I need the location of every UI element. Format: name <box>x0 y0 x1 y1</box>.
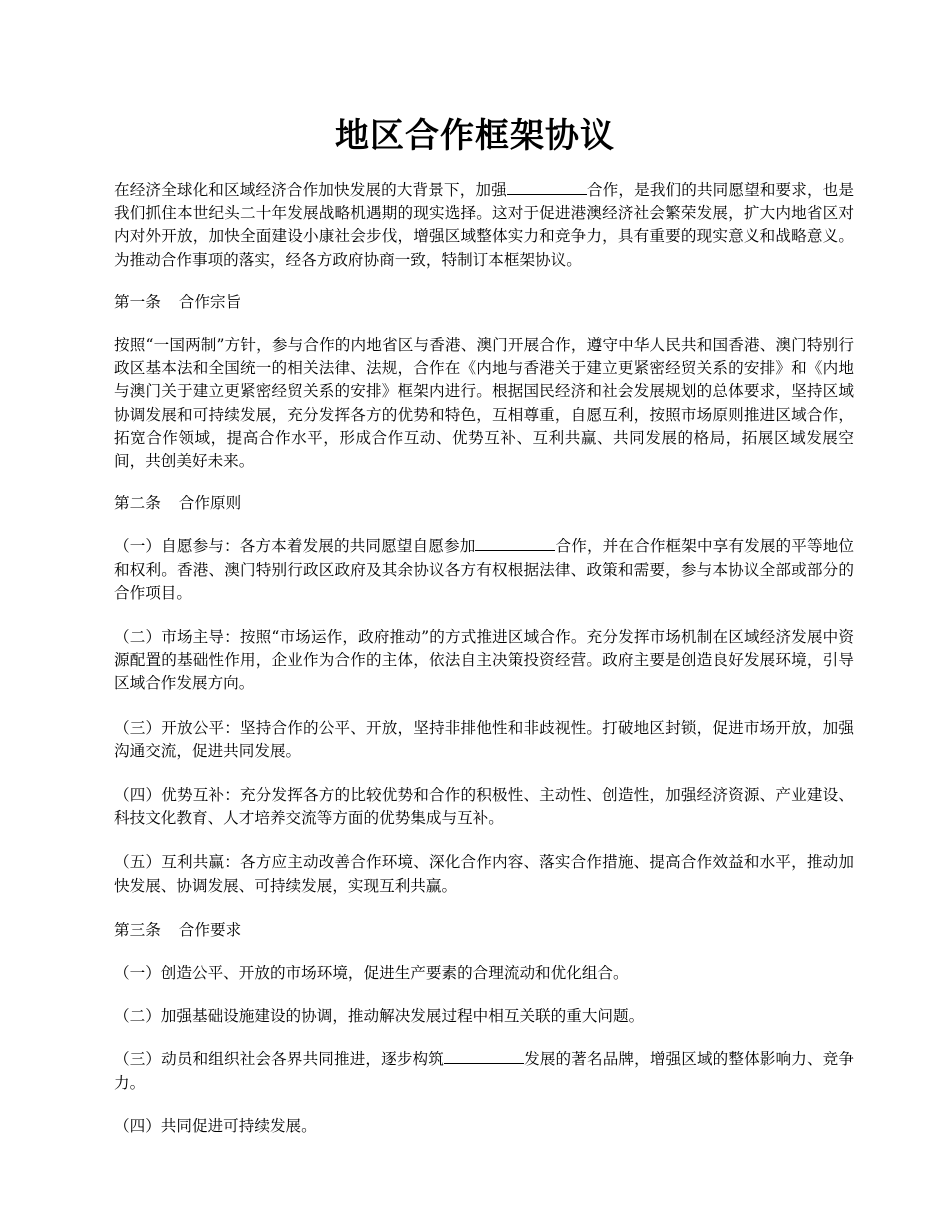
fill-in-blank <box>475 535 555 551</box>
intro-text-start: 在经济全球化和区域经济合作加快发展的大背景下，加强 <box>114 181 507 199</box>
article-3-item-3-end: 发展的著名品牌，增强区域的整体影响力、竞争力。 <box>114 1050 854 1092</box>
document-body <box>114 179 854 1152</box>
fill-in-blank <box>444 1048 524 1064</box>
article-3-name: 合作要求 <box>178 920 242 939</box>
article-3-heading <box>114 919 854 942</box>
article-2-item-5: （五）互利共赢：各方应主动改善合作环境、深化合作内容、落实合作措施、提高合作效益和水平，推动加快发展、协调发展、可持续发展，实现互利共赢。 <box>114 853 854 895</box>
article-2-item-1-start: （一）自愿参与：各方本着发展的共同愿望自愿参加 <box>114 537 476 556</box>
article-2-item-2: （二）市场主导：按照“市场运作，政府推动”的方式推进区域合作。充分发挥市场机制在区域经济发展中资源配置的基础性作用，企业作为合作的主体，依法自主决策投资经营。政府主要是创造良好发展环境，引导区域合作发展方向。 <box>114 628 854 693</box>
article-2-item-1 <box>114 535 854 605</box>
article-3-number: 第三条 <box>114 920 161 939</box>
document-title: 地区合作框架协议 <box>335 116 615 156</box>
article-3-item-3 <box>114 1048 854 1094</box>
article-1-name: 合作宗旨 <box>178 292 242 311</box>
article-1-paragraph: 按照“一国两制”方针，参与合作的内地省区与香港、澳门开展合作，遵守中华人民共和国香港、澳门特别行政区基本法和全国统一的相关法律、法规，合作在《内地与香港关于建立更紧密经贸关系的安排》和《内地与澳门关于建立更紧密经贸关系的安排》框架内进行。根据国民经济和社会发展规划的总体要求，坚持区域协调发展和可持续发展，充分发挥各方的优势和特色，互相尊重，自愿互利，按照市场原则推进区域合作，拓宽合作领域，提高合作水平，形成合作互动、优势互补、互利共赢、共同发展的格局，拓展区域发展空间，共创美好未来。 <box>114 336 854 471</box>
article-1-heading <box>114 291 854 314</box>
article-2-item-1-end: 合作，并在合作框架中享有发展的平等地位和权利。香港、澳门特别行政区政府及其余协议各方有权根据法律、政策和需要，参与本协议全部或部分的合作项目。 <box>114 537 854 602</box>
intro-text-end: 合作，是我们的共同愿望和要求，也是我们抓住本世纪头二十年发展战略机遇期的现实选择。这对于促进港澳经济社会繁荣发展，扩大内地省区对内对外开放，加快全面建设小康社会步伐，增强区域整体实力和竞争力，具有重要的现实意义和战略意义。为推动合作事项的落实，经各方政府协商一致，特制订本框架协议。 <box>114 181 854 269</box>
article-3-item-3-start: （三）动员和组织社会各界共同推进，逐步构筑 <box>114 1050 444 1069</box>
article-2-heading <box>114 492 854 515</box>
article-3-item-4: （四）共同促进可持续发展。 <box>114 1116 317 1135</box>
article-3-item-2: （二）加强基础设施建设的协调，推动解决发展过程中相互关联的重大问题。 <box>114 1007 645 1026</box>
article-3-item-1: （一）创造公平、开放的市场环境，促进生产要素的合理流动和优化组合。 <box>114 964 629 983</box>
intro-paragraph <box>114 179 854 272</box>
article-1-number: 第一条 <box>114 292 161 311</box>
article-2-name: 合作原则 <box>178 494 242 513</box>
article-2-item-4: （四）优势互补：充分发挥各方的比较优势和合作的积极性、主动性、创造性，加强经济资源、产业建设、科技文化教育、人才培养交流等方面的优势集成与互补。 <box>114 786 854 828</box>
article-2-item-3: （三）开放公平：坚持合作的公平、开放，坚持非排他性和非歧视性。打破地区封锁，促进市场开放，加强沟通交流，促进共同发展。 <box>114 718 854 760</box>
article-2-number: 第二条 <box>114 494 161 513</box>
fill-in-blank <box>507 179 587 195</box>
